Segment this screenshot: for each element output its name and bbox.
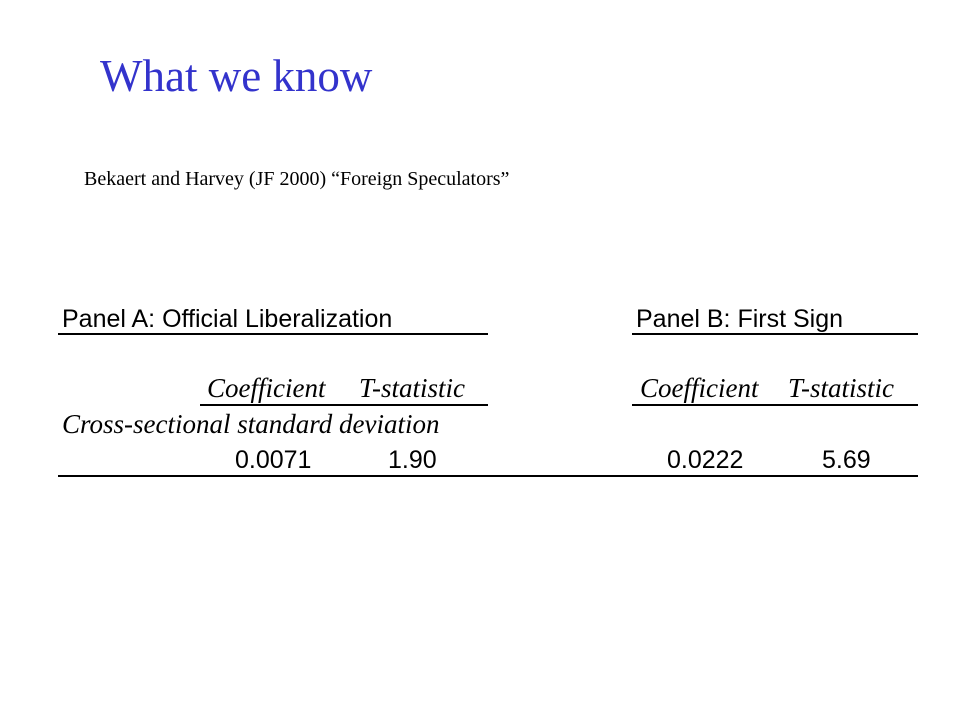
panel-b-coefficient-header: Coefficient — [640, 373, 759, 403]
panel-b-title-rule — [632, 333, 918, 335]
panel-a-tstat-header: T-statistic — [359, 373, 466, 403]
slide-title: What we know — [100, 51, 373, 101]
panel-a-title-rule — [58, 333, 488, 335]
panel-a-title: Panel A: Official Liberalization — [62, 305, 393, 333]
panel-b-title: Panel B: First Sign — [636, 305, 844, 333]
panel-b-tstat-value: 5.69 — [822, 446, 871, 474]
table-bottom-rule — [58, 475, 918, 477]
row-label: Cross-sectional standard deviation — [62, 409, 440, 439]
panel-a-tstat-value: 1.90 — [388, 446, 437, 474]
panel-a-coefficient-value: 0.0071 — [235, 446, 312, 474]
panel-a-header-rule — [200, 404, 488, 406]
citation-text: Bekaert and Harvey (JF 2000) “Foreign Speculators” — [84, 168, 510, 190]
panel-b-header-rule — [632, 404, 918, 406]
panel-a-coefficient-header: Coefficient — [207, 373, 326, 403]
panel-b-coefficient-value: 0.0222 — [667, 446, 744, 474]
panel-b-tstat-header: T-statistic — [788, 373, 895, 403]
